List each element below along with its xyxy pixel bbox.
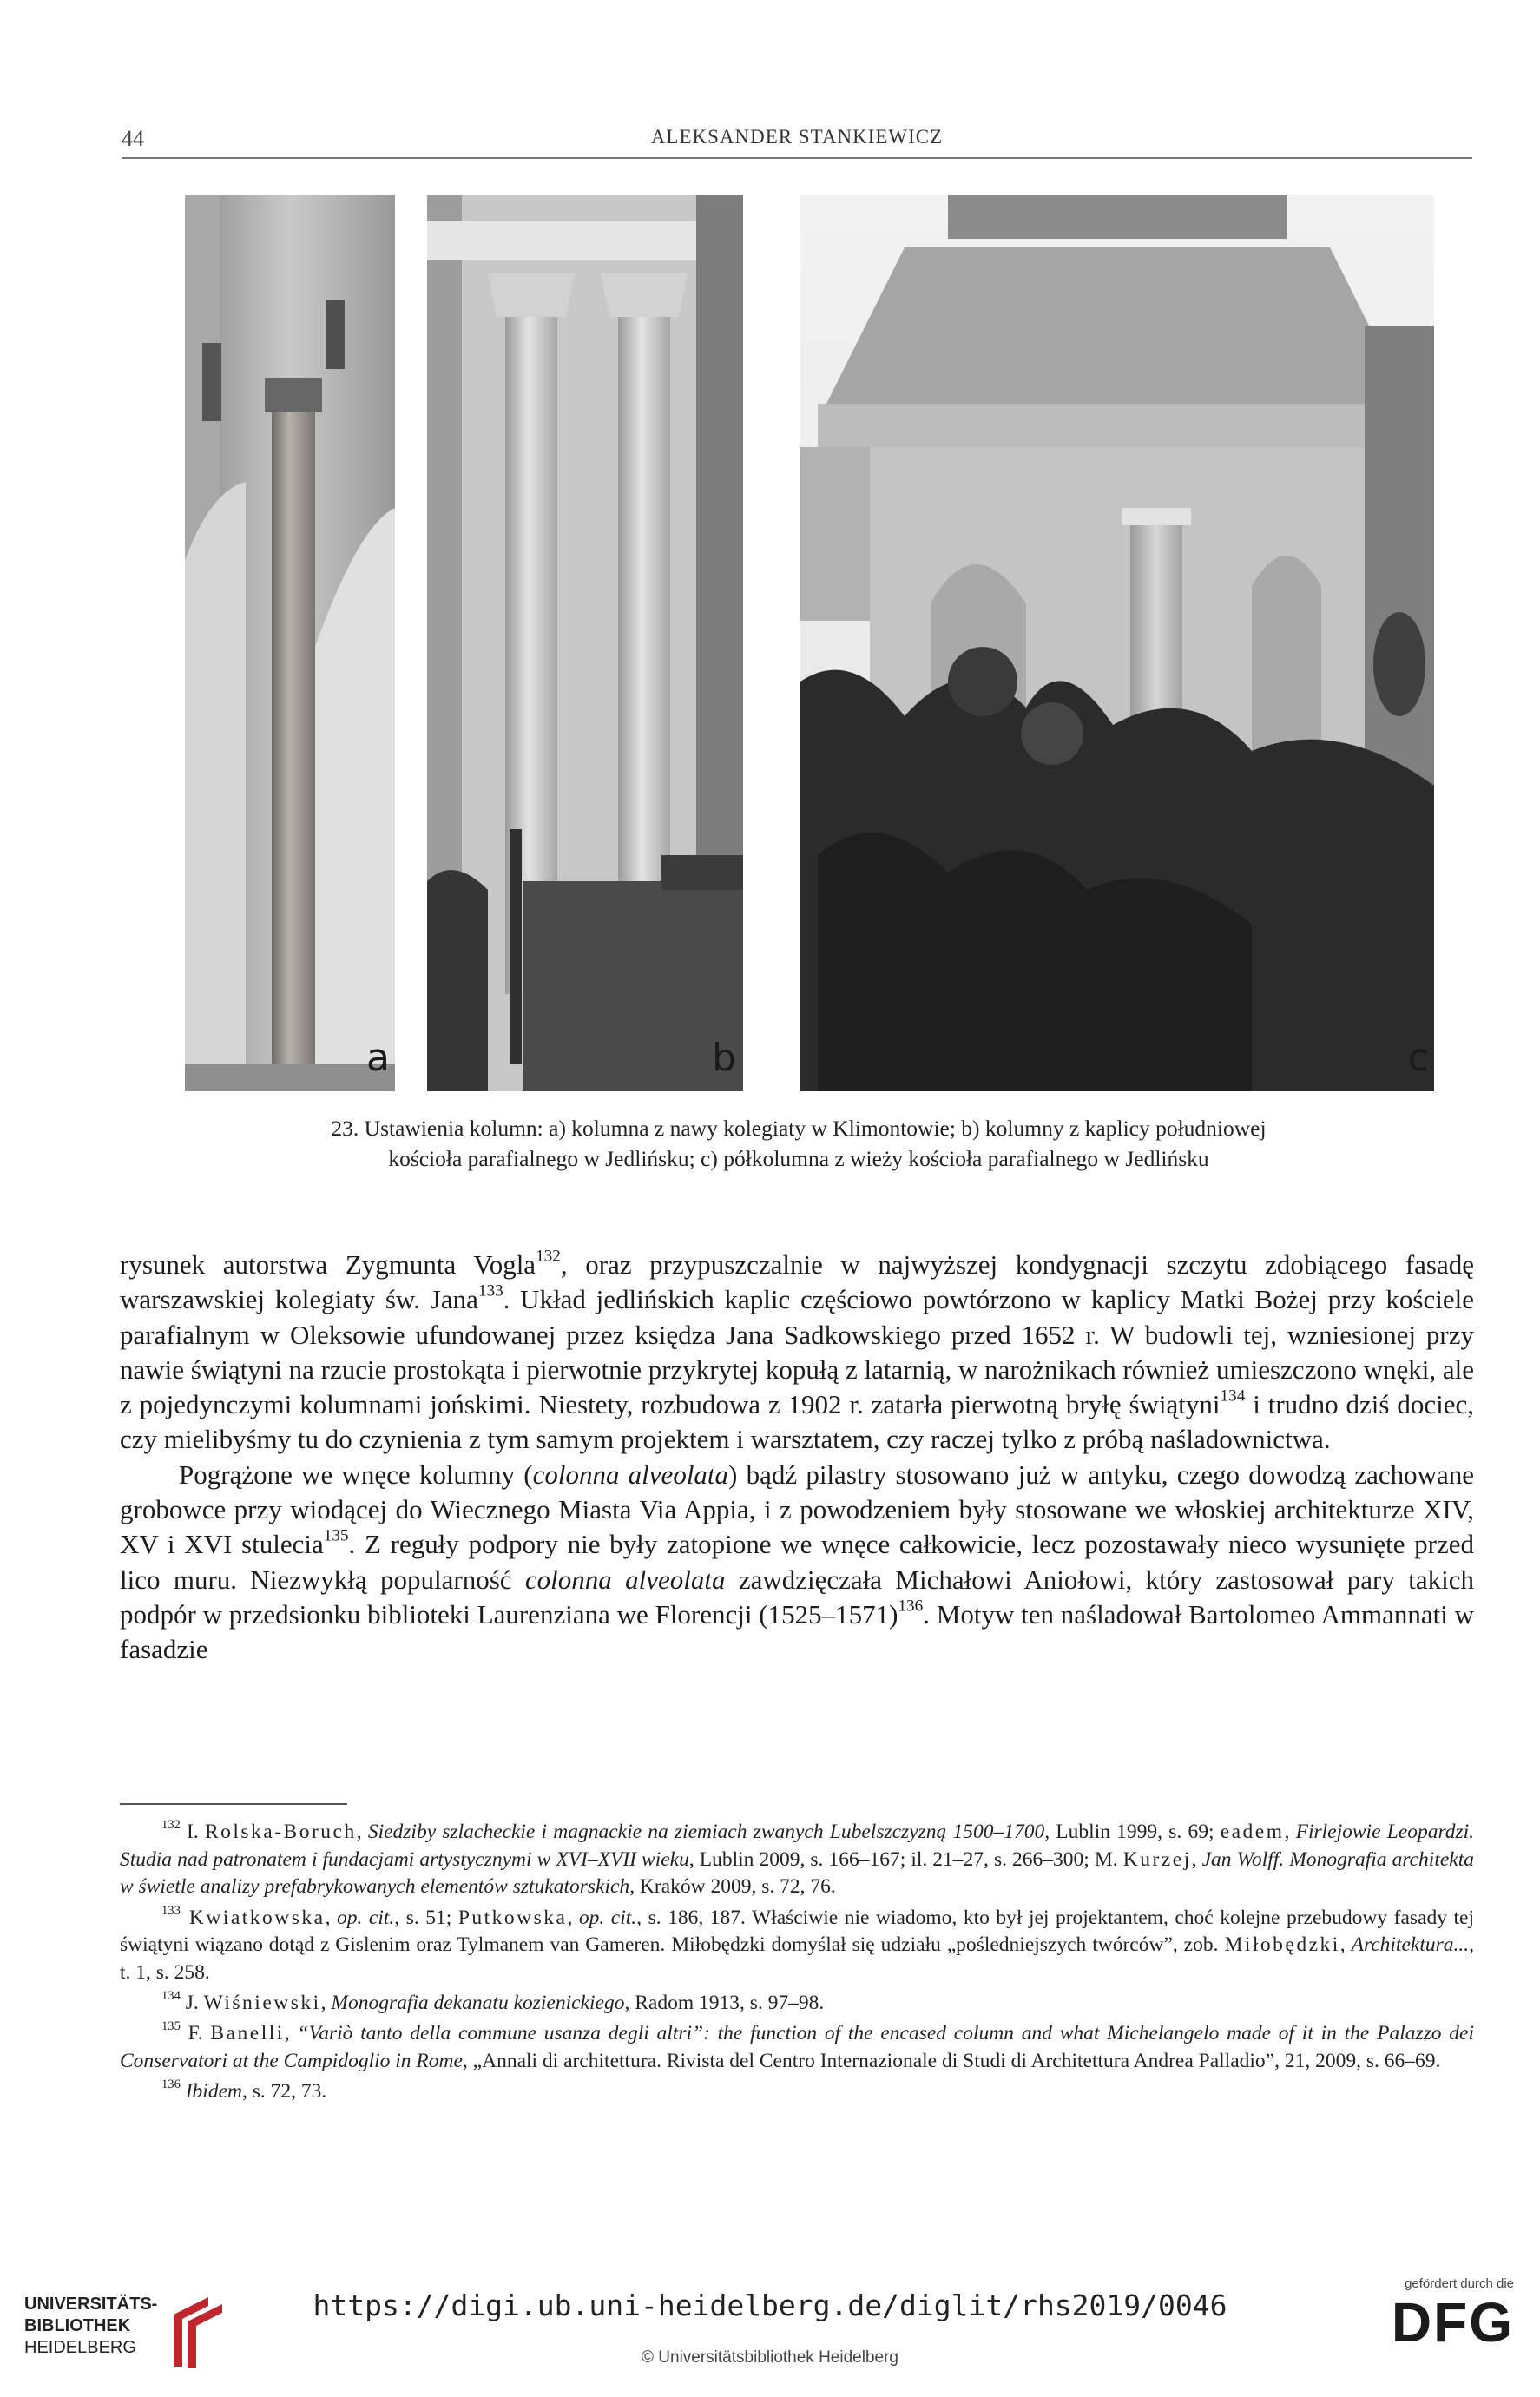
photo-a-klimontow-column bbox=[185, 195, 395, 1091]
text-run: F. bbox=[180, 2022, 211, 2045]
footnote-number: 135 bbox=[161, 2019, 181, 2034]
text-run: , Lublin 1999, s. 69; bbox=[1044, 1821, 1221, 1843]
footnote-ref-135[interactable]: 135 bbox=[323, 1526, 349, 1545]
caption-line-2: kościoła parafialnego w Jedlińsku; c) półkolumna z wieży kościoła parafialnego w Jedlińsku bbox=[388, 1146, 1209, 1171]
footnotes bbox=[120, 1819, 1474, 2110]
author-name: Kurzej bbox=[1122, 1847, 1192, 1871]
footnote-135 bbox=[120, 2020, 1474, 2075]
caption-line-1: 23. Ustawienia kolumn: a) kolumna z nawy kolegiaty w Klimontowie; b) kolumny z kaplicy południowej bbox=[331, 1116, 1267, 1141]
footnote-number: 134 bbox=[161, 1989, 181, 2004]
text-run: I. bbox=[180, 1821, 205, 1843]
text-run: , bbox=[325, 1906, 338, 1929]
text-run: , bbox=[1339, 1933, 1352, 1957]
figure-caption bbox=[200, 1113, 1398, 1174]
running-head-author: ALEKSANDER STANKIEWICZ bbox=[650, 126, 944, 148]
footnote-number: 133 bbox=[161, 1903, 181, 1918]
dfg-wordmark: DFG bbox=[1391, 2291, 1514, 2354]
text-run: , bbox=[1284, 1821, 1296, 1843]
work-title: Siedziby szlacheckie i magnackie na ziemiach zwanych Lubelszczyzną 1500–1700 bbox=[367, 1821, 1045, 1843]
footnote-number: 136 bbox=[161, 2078, 181, 2092]
body-text bbox=[120, 1248, 1474, 1668]
text-run: . Motyw ten naśladował Bartolomeo Ammannati w fasadzie bbox=[120, 1598, 1474, 1665]
work-title: op. cit. bbox=[337, 1906, 395, 1929]
text-run: , „Annali di architettura. Rivista del Centro Internazionale di Studi di Architettura Andrea Palladio”, 21, 2009, s. 66–69. bbox=[462, 2050, 1441, 2073]
footnote-136 bbox=[120, 2078, 1474, 2106]
text-run: , t. 1, s. 258. bbox=[120, 1933, 1474, 1985]
text-run: , bbox=[356, 1821, 368, 1843]
library-line-2: BIBLIOTHEK bbox=[24, 2316, 131, 2335]
text-run: , Radom 1913, s. 97–98. bbox=[624, 1992, 825, 2015]
library-line-1: UNIVERSITÄTS- bbox=[24, 2295, 158, 2314]
paragraph-2 bbox=[120, 1458, 1474, 1668]
footnote-number: 132 bbox=[161, 1818, 181, 1833]
text-run: , s. 51; bbox=[394, 1906, 458, 1929]
author-name: eadem bbox=[1220, 1821, 1285, 1843]
figure-label-a: a bbox=[366, 1036, 390, 1080]
footnote-134 bbox=[120, 1990, 1474, 2018]
text-run: , s. 72, 73. bbox=[241, 2080, 327, 2104]
header-rule bbox=[122, 157, 1472, 159]
work-title: op. cit. bbox=[578, 1906, 637, 1929]
text-run: , bbox=[567, 1906, 579, 1929]
text-run: . Z reguły podpory nie były zatopione we wnęce całkowicie, lecz pozostawały nieco wysunięte przed lico muru. Niezwykłą popularność bbox=[120, 1529, 1474, 1595]
work-title: “Variò tanto della commune usanza degli altri”: the function of the encased column and what Michelangelo made of it in the Palazzo dei Conservatori at the Campidoglio in Rome bbox=[120, 2022, 1474, 2073]
author-name: Wiśniewski bbox=[203, 1992, 321, 2015]
author-name: Rolska-Boruch bbox=[204, 1821, 357, 1843]
work-title: Architektura... bbox=[1351, 1933, 1470, 1957]
text-run: , Kraków 2009, s. 72, 76. bbox=[629, 1875, 836, 1899]
footnote-ref-133[interactable]: 133 bbox=[477, 1281, 503, 1301]
footnote-ref-132[interactable]: 132 bbox=[536, 1247, 561, 1266]
text-run: J. bbox=[180, 1992, 204, 2015]
source-url-link[interactable]: https://digi.ub.uni-heidelberg.de/diglit/rhs2019/0046 bbox=[313, 2288, 1227, 2322]
funded-by-label: gefördert durch die bbox=[1405, 2276, 1514, 2291]
copyright-notice: © Universitätsbibliothek Heidelberg bbox=[642, 2348, 898, 2367]
text-run: , bbox=[1191, 1847, 1202, 1871]
running-header bbox=[122, 126, 1472, 157]
dfg-funding-logo[interactable] bbox=[1384, 2276, 1514, 2354]
page-number: 44 bbox=[122, 126, 144, 151]
text-run: , Lublin 2009, s. 166–167; il. 21–27, s. 266–300; M. bbox=[688, 1847, 1123, 1871]
text-run: rysunek autorstwa Zygmunta Vogla bbox=[120, 1249, 536, 1280]
footnote-132 bbox=[120, 1819, 1474, 1901]
italic-term: colonna alveolata bbox=[532, 1459, 729, 1490]
text-run: . Układ jedlińskich kaplic częściowo powtórzono w kaplicy Matki Bożej przy kościele parafialnym w Oleksowie ufundowanej przez księdza Jana Sadkowskiego przed 1652 r. W budowli tej, wzniesionej przy nawie świątyni na rzucie prostokąta i pierwotnie przykrytej kopułą z latarnią, w narożnikach również umieszczono wnęki, ale z pojedynczymi kolumnami jońskimi. Niestety, rozbudowa z 1902 r. zatarła pierwotną bryłę świątyni bbox=[120, 1284, 1474, 1420]
text-run: Pogrążone we wnęce kolumny ( bbox=[179, 1459, 533, 1490]
text-run: , s. 186, 187. Właściwie nie wiadomo, kto był jej projektantem, choć kolejne przebudowy fasady tej świątyni wiązano dotąd z Gislenim oraz Tylmanem van Gameren. Miłobędzki domyślał się udziału „pośledniejszych twórców”, zob. bbox=[120, 1906, 1474, 1957]
footnote-ref-134[interactable]: 134 bbox=[1220, 1386, 1246, 1406]
author-name: Miłobędzki bbox=[1224, 1933, 1340, 1957]
figure-label-b: b bbox=[712, 1036, 736, 1080]
footnote-rule bbox=[120, 1803, 347, 1805]
author-name: Banelli bbox=[210, 2022, 285, 2045]
footnote-ref-136[interactable]: 136 bbox=[898, 1597, 924, 1616]
author-name: Putkowska bbox=[457, 1906, 568, 1929]
text-run: zawdzięczała Michałowi Aniołowi, który zastosował pary takich podpór w przedsionku biblioteki Laurenziana we Florencji (1525–1571) bbox=[120, 1564, 1474, 1630]
text-run: i trudno dziś dociec, czy mielibyśmy tu do czynienia z tym samym projektem i warsztatem, czy raczej tylko z próbą naśladownictwa. bbox=[120, 1389, 1474, 1455]
figure-label-c: c bbox=[1407, 1036, 1429, 1080]
paragraph-1 bbox=[120, 1248, 1474, 1458]
photo-c-jedlinsk-tower-half-column bbox=[800, 195, 1434, 1091]
italic-term: colonna alveolata bbox=[524, 1564, 726, 1595]
work-title: Firlejowie Leopardzi. Studia nad patronatem i fundacjami artystycznymi w XVI–XVII wieku bbox=[120, 1821, 1475, 1871]
work-title: Ibidem bbox=[185, 2080, 242, 2104]
text-run: , oraz przypuszczalnie w najwyższej kondygnacji szczytu zdobiącego fasadę warszawskiej kolegiaty św. Jana bbox=[120, 1249, 1475, 1315]
text-run: ) bądź pilastry stosowano już w antyku, czego dowodzą zachowane grobowce przy wiodącej do Wiecznego Miasta Via Appia, i z powodzeniem były stosowane we włoskiej architekturze XIV, XV i XVI stulecia bbox=[120, 1459, 1474, 1560]
photo-b-jedlinsk-chapel-columns bbox=[427, 195, 743, 1091]
author-name: Kwiatkowska bbox=[180, 1906, 326, 1929]
digitization-footer bbox=[0, 2257, 1540, 2397]
work-title: Jan Wolff. Monografia architekta w świetle analizy prefabrykowanych elementów sztukatorskich bbox=[120, 1847, 1474, 1899]
text-run: , bbox=[320, 1992, 332, 2015]
footnote-133 bbox=[120, 1905, 1474, 1987]
work-title: Monografia dekanatu kozienickiego bbox=[331, 1992, 625, 2015]
library-line-3: HEIDELBERG bbox=[24, 2338, 136, 2357]
text-run: , bbox=[284, 2022, 298, 2045]
